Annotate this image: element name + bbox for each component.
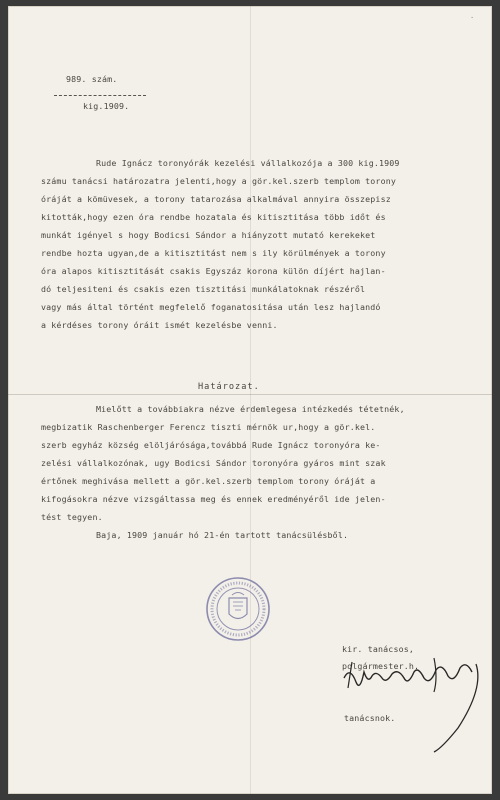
signature-title-3: tanácsnok.	[344, 713, 396, 723]
body-line: óráját a kömüvesek, a torony tatarozása alkalmával annyira összepisz	[41, 194, 391, 204]
decision-line: értőnek meghivása mellett a gör.kel.szerb templom torony óráját a	[41, 476, 376, 486]
fold-line-vertical	[250, 6, 251, 794]
decision-line: Mielőtt a továbbiakra nézve érdemlegesa intézkedés tétetnék,	[96, 404, 405, 414]
decision-line: szerb egyház község elöljárósága,továbbá Rude Ignácz toronyóra ke-	[41, 440, 381, 450]
handwritten-signature	[338, 648, 488, 758]
body-line: rendbe hozta ugyan,de a kitisztitást nem s ily körülmények a torony	[41, 248, 386, 258]
reference-year: kig.1909.	[83, 101, 130, 111]
body-line: óra alapos kitisztitását csakis Egyszáz korona külön díjért hajlan-	[41, 266, 386, 276]
corner-mark: ·	[470, 14, 475, 22]
signature-title-1: kir. tanácsos,	[342, 644, 415, 654]
decision-line: tést tegyen.	[41, 512, 103, 522]
official-seal-stamp	[205, 576, 271, 642]
body-line: a kérdéses torony óráit ismét kezelésbe venni.	[41, 320, 278, 330]
decision-line: zelési vállalkozónak, ugy Bodicsi Sándor toronyóra gyáros mint szak	[41, 458, 386, 468]
body-line: vagy más által történt megfelelő foganatositása után lesz hajlandó	[41, 302, 381, 312]
decision-line: kifogásokra nézve vizsgáltassa meg és ennek eredményéről ide jelen-	[41, 494, 386, 504]
signature-title-2: polgármester.h.	[342, 661, 420, 671]
reference-divider	[54, 95, 146, 96]
body-line: Rude Ignácz toronyórák kezelési vállalkozója a 300 kig.1909	[96, 158, 400, 168]
body-line: munkát igényel s hogy Bodicsi Sándor a hiányzott mutató kerekeket	[41, 230, 376, 240]
body-line: kitották,hogy ezen óra rendbe hozatala és kitisztitása több időt és	[41, 212, 386, 222]
section-heading: Határozat.	[198, 382, 260, 392]
body-line: dó teljesiteni és csakis ezen tisztitási munkálatoknak részéről	[41, 284, 366, 294]
body-line: számu tanácsi határozatra jelenti,hogy a gör.kel.szerb templom torony	[41, 176, 397, 186]
document-page	[8, 6, 492, 794]
reference-number: 989. szám.	[66, 74, 118, 84]
decision-line: megbizatik Raschenberger Ferencz tiszti mérnök ur,hogy a gör.kel.	[41, 422, 376, 432]
date-line: Baja, 1909 január hó 21-én tartott tanácsülésből.	[96, 530, 349, 540]
